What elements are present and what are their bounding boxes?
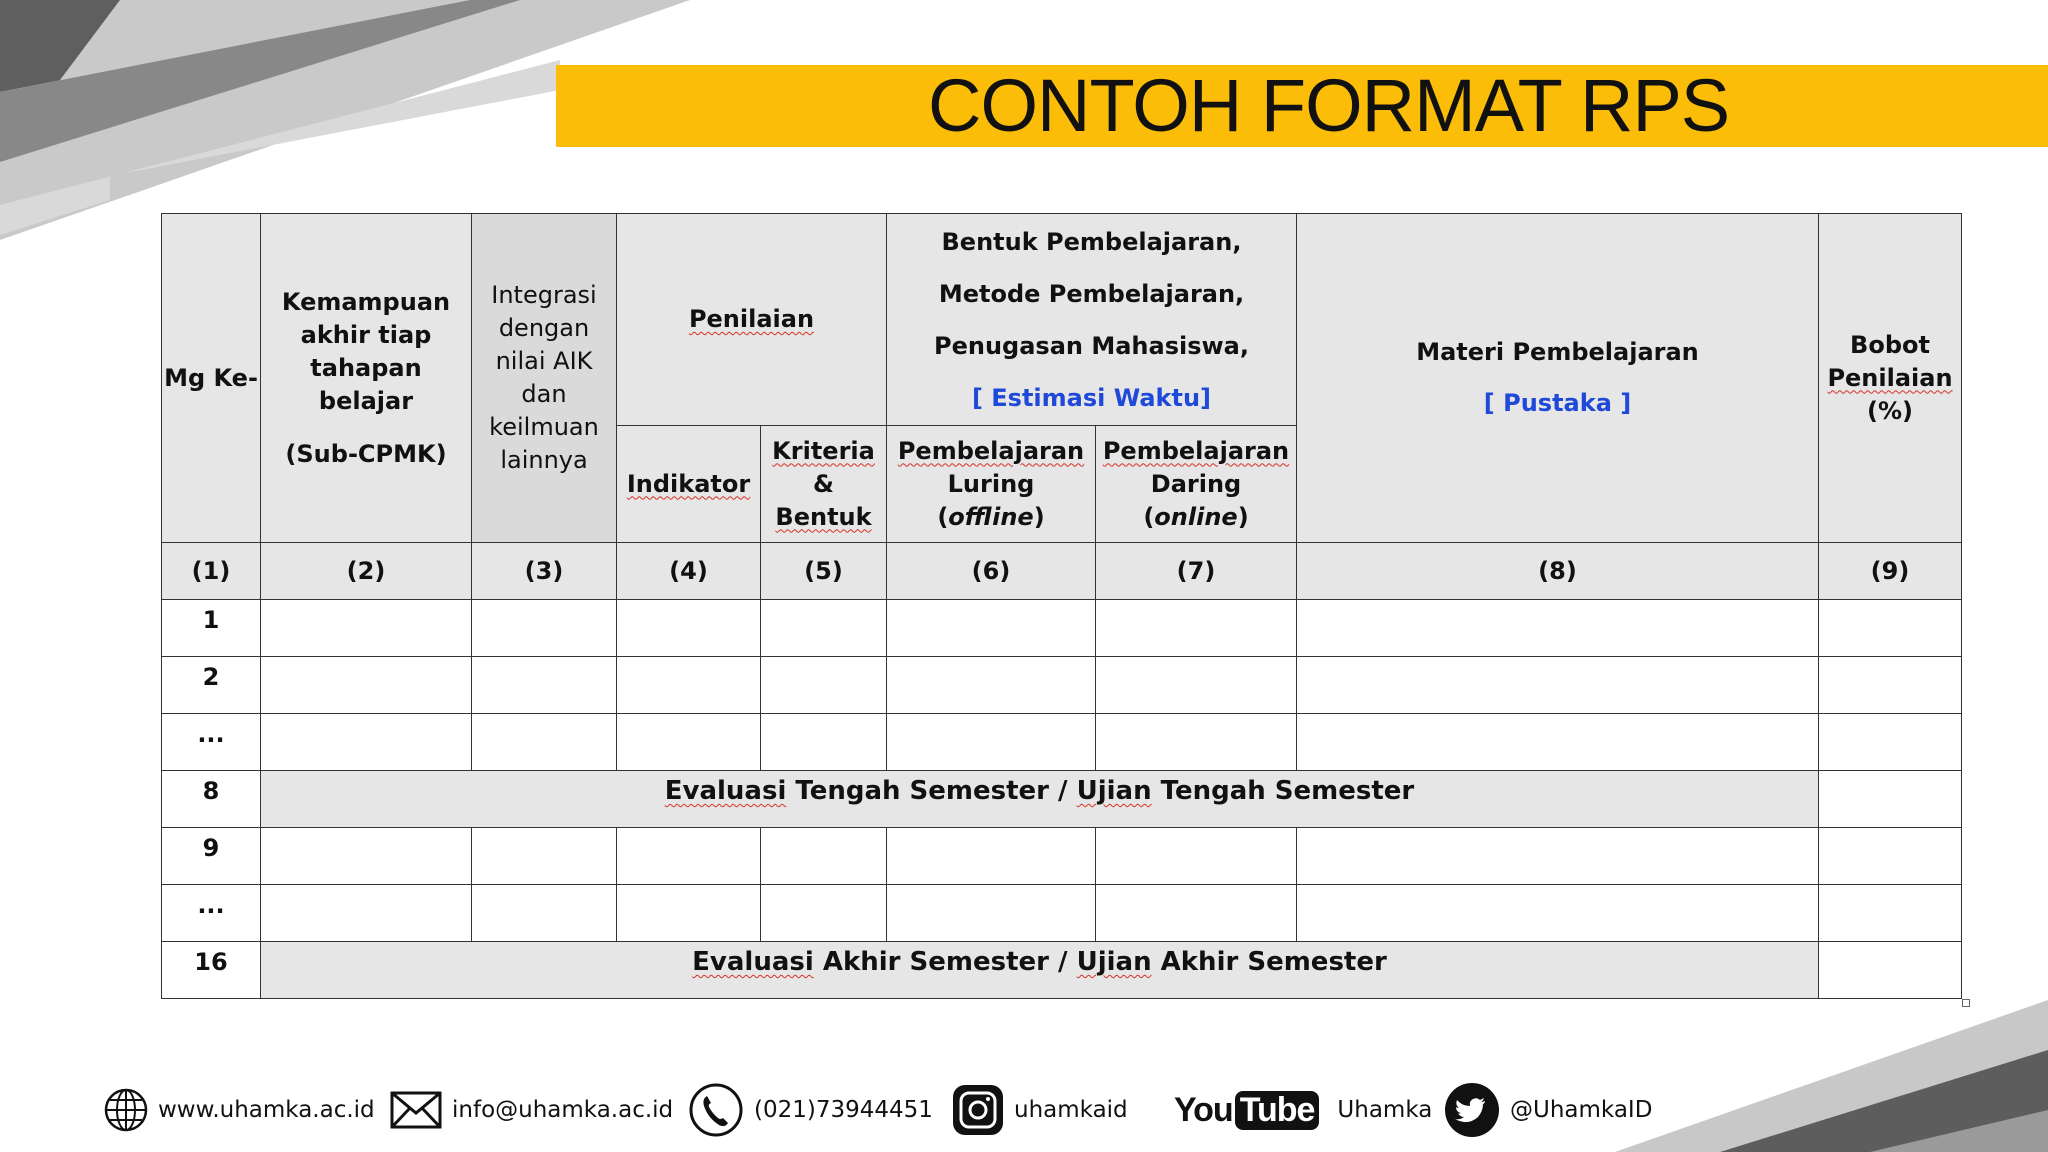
week-number: 2	[162, 657, 261, 714]
header-kriteria: Kriteria & Bentuk	[761, 426, 887, 543]
rps-table	[161, 213, 1962, 999]
uas-label: Evaluasi Akhir Semester / Ujian Akhir Semester	[261, 942, 1819, 999]
col-number: (5)	[761, 543, 887, 600]
week-number: 9	[162, 828, 261, 885]
table-row	[162, 600, 1962, 657]
col-number: (3)	[472, 543, 617, 600]
table-row	[162, 714, 1962, 771]
col-number: (4)	[617, 543, 761, 600]
youtube-logo-icon: You Tube	[1174, 1091, 1319, 1130]
header-kemampuan: Kemampuan akhir tiap tahapan belajar (Sub-CPMK)	[261, 214, 472, 543]
footer-email[interactable]: info@uhamka.ac.id	[390, 1080, 673, 1140]
col-number: (6)	[887, 543, 1096, 600]
week-number: 8	[162, 771, 261, 828]
col-number: (1)	[162, 543, 261, 600]
footer-twitter[interactable]: @UhamkaID	[1444, 1080, 1652, 1140]
table-row	[162, 657, 1962, 714]
week-number: ...	[162, 885, 261, 942]
week-number: ...	[162, 714, 261, 771]
header-integrasi-aik: Integrasi dengan nilai AIK dan keilmuan lainnya	[472, 214, 617, 543]
footer-phone[interactable]: (021)73944451	[688, 1080, 933, 1140]
footer-instagram[interactable]: uhamkaid	[952, 1080, 1128, 1140]
week-number: 16	[162, 942, 261, 999]
uas-row	[162, 942, 1962, 999]
header-luring: Pembelajaran Luring (offline)	[887, 426, 1096, 543]
globe-icon	[104, 1088, 148, 1132]
instagram-icon	[952, 1084, 1004, 1136]
header-bobot: Bobot Penilaian (%)	[1819, 214, 1962, 543]
header-bentuk-pembelajaran: Bentuk Pembelajaran, Metode Pembelajaran, Penugasan Mahasiswa, [ Estimasi Waktu]	[887, 214, 1297, 426]
header-daring: Pembelajaran Daring (online)	[1096, 426, 1297, 543]
footer-youtube[interactable]: You Tube Uhamka	[1174, 1090, 1433, 1129]
col-number: (2)	[261, 543, 472, 600]
resize-handle[interactable]	[1962, 999, 1970, 1007]
col-number: (8)	[1297, 543, 1819, 600]
col-number: (7)	[1096, 543, 1297, 600]
header-materi: Materi Pembelajaran [ Pustaka ]	[1297, 214, 1819, 543]
table-row	[162, 828, 1962, 885]
footer-contacts	[0, 1080, 2048, 1140]
table-row	[162, 885, 1962, 942]
col-number: (9)	[1819, 543, 1962, 600]
uts-label: Evaluasi Tengah Semester / Ujian Tengah Semester	[261, 771, 1819, 828]
twitter-icon	[1444, 1082, 1500, 1138]
mail-icon	[390, 1090, 442, 1130]
column-number-row	[162, 543, 1962, 600]
page-title: CONTOH FORMAT RPS	[928, 64, 1730, 147]
footer-website[interactable]: www.uhamka.ac.id	[104, 1080, 375, 1140]
phone-icon	[688, 1082, 744, 1138]
header-indikator: Indikator	[617, 426, 761, 543]
week-number: 1	[162, 600, 261, 657]
header-penilaian: Penilaian	[617, 214, 887, 426]
header-mg: Mg Ke-	[162, 214, 261, 543]
uts-row	[162, 771, 1962, 828]
